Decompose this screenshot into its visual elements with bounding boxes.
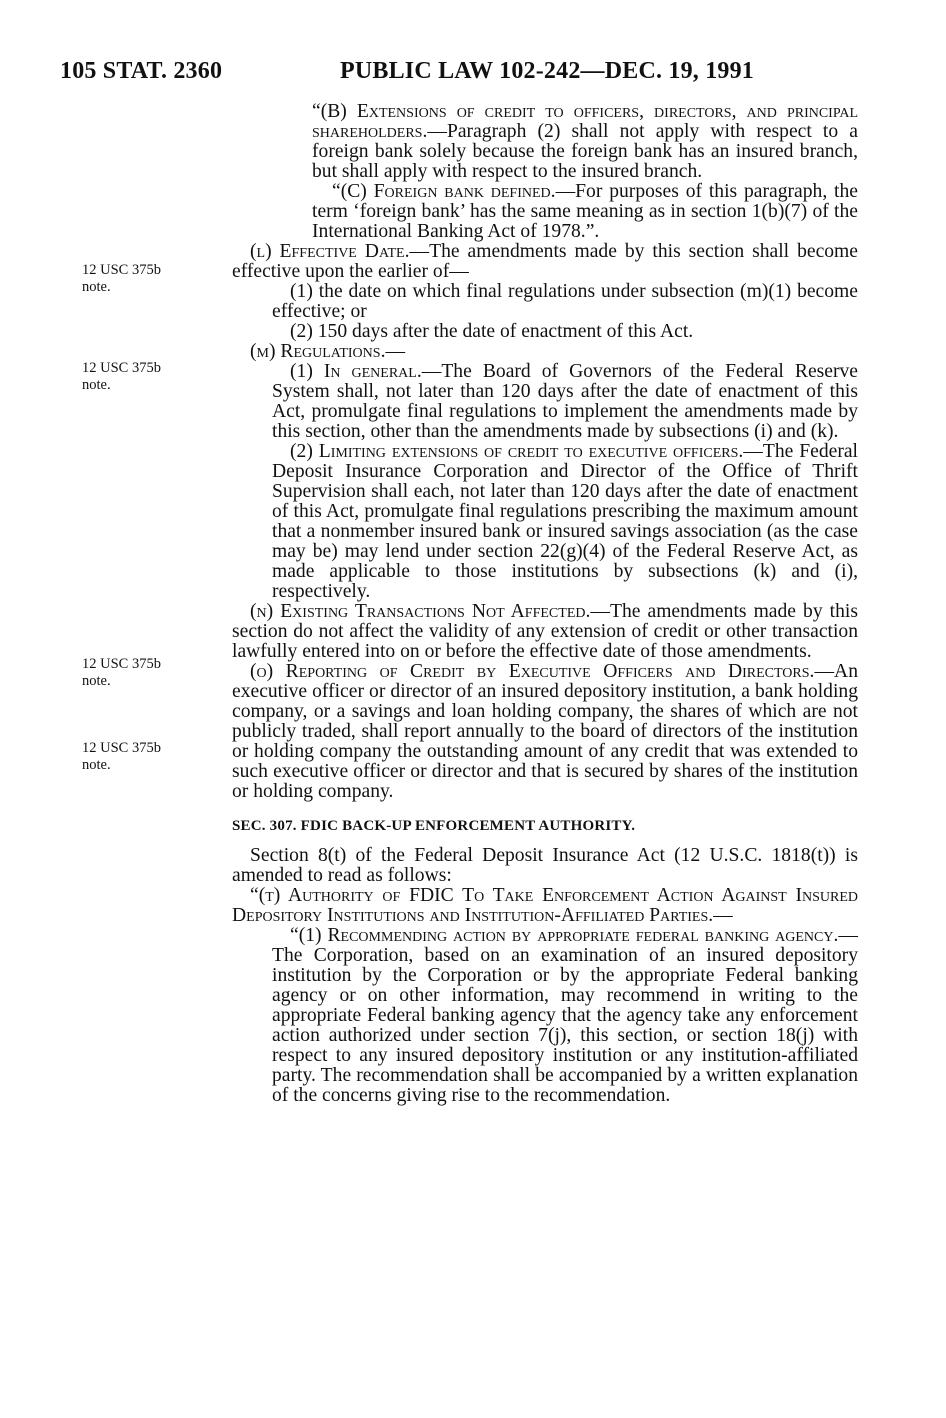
margin-note: 12 USC 375b note.: [82, 740, 161, 773]
subsection-l: (l) Effective Date.—The amendments made by this section shall become effective upon the earlier of—: [232, 241, 858, 282]
subsection-l-1: (1) the date on which final regulations under subsection (m)(1) become effective; or: [272, 281, 858, 322]
paragraph-c: “(C) Foreign bank defined.—For purposes of this paragraph, the term ‘foreign bank’ has the same meaning as in section 1(b)(7) of the International Banking Act of 1978.”.: [312, 181, 858, 242]
paragraph-b: “(B) Extensions of credit to officers, directors, and principal shareholders.—Paragraph (2) shall not apply with respect to a foreign bank solely because the foreign bank has an insured branch, but shall apply with respect to the insured branch.: [312, 101, 858, 182]
subsection-t: “(t) Authority of FDIC To Take Enforcement Action Against Insured Depository Institutions and Institution-Affiliated Parties.—: [232, 885, 858, 926]
subsection-n: (n) Existing Transactions Not Affected.—The amendments made by this section do not affect the validity of any extension of credit or other transaction lawfully entered into on or before the effective date of those amendments.: [232, 601, 858, 662]
subsection-m-2: (2) Limiting extensions of credit to executive officers.—The Federal Deposit Insurance Corporation and Director of the Office of Thrift Supervision shall each, not later than 120 days after the date of enactment of this Act, promulgate final regulations prescribing the maximum amount that a nonmember insured bank or insured savings association (as the case may be) may lend under section 22(g)(4) of the Federal Reserve Act, as made applicable to those institutions by subsections (k) and (i), respectively.: [272, 441, 858, 602]
subsection-t-1: “(1) Recommending action by appropriate federal banking agency.—The Corporation, based on an examination of an insured depository institution by the Corporation or by the appropriate Federal banking agency or on other information, may recommend in writing to the appropriate Federal banking agency that the agency take any enforcement action authorized under section 7(j), this section, or section 18(j) with respect to any insured depository institution or any institution-affiliated party. The recommendation shall be accompanied by a written explanation of the concerns giving rise to the recommendation.: [272, 925, 858, 1106]
subsection-m-1: (1) In general.—The Board of Governors of the Federal Reserve System shall, not later than 120 days after the date of enactment of this Act, promulgate final regulations to implement the amendments made by this section, other than the amendments made by subsections (i) and (k).: [272, 361, 858, 442]
subsection-l-2: (2) 150 days after the date of enactment of this Act.: [290, 321, 694, 342]
margin-note: 12 USC 375b note.: [82, 360, 161, 393]
subsection-o: (o) Reporting of Credit by Executive Officers and Directors.—An executive officer or director of an insured depository institution, a bank holding company, or a savings and loan holding company, the shares of which are not publicly traded, shall report annually to the board of directors of the institution or holding company the outstanding amount of any credit that was extended to such executive officer or director and that is secured by shares of the institution or holding company.: [232, 661, 858, 802]
margin-note: 12 USC 375b note.: [82, 262, 161, 295]
document-body: [232, 102, 858, 1106]
statute-page-number: 105 STAT. 2360: [60, 58, 223, 84]
section-heading: SEC. 307. FDIC BACK-UP ENFORCEMENT AUTHORITY.: [232, 818, 636, 834]
public-law-title: PUBLIC LAW 102-242—DEC. 19, 1991: [340, 58, 754, 84]
section-intro: Section 8(t) of the Federal Deposit Insurance Act (12 U.S.C. 1818(t)) is amended to read as follows:: [232, 845, 858, 886]
margin-note: 12 USC 375b note.: [82, 656, 161, 689]
subsection-m: (m) Regulations.—: [250, 341, 406, 362]
